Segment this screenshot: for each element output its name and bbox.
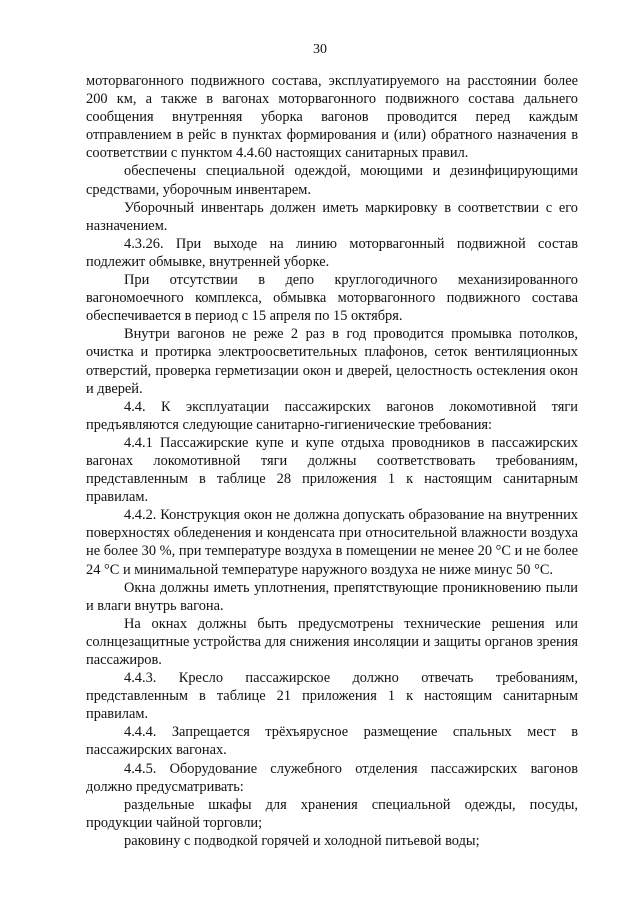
- paragraph: моторвагонного подвижного состава, эксплуатируемого на расстоянии более 200 км, а также в вагонах моторвагонного подвижного состава дальнего сообщения внутренняя уборка вагонов проводится перед каждым отправлением в рейс в пунктах формирования и (или) обратного назначения в соответствии с пунктом 4.4.60 настоящих санитарных правил.: [86, 73, 578, 162]
- paragraph: 4.4.2. Конструкция окон не должна допускать образование на внутренних поверхностях обледенения и конденсата при относительной влажности воздуха не более 30 %, при температуре воздуха в помещении не менее 20 °С и не более 24 °С и минимальной температуре наружного воздуха не ниже минус 50 °С.: [86, 507, 578, 578]
- paragraph: На окнах должны быть предусмотрены технические решения или солнцезащитные устройства для снижения инсоляции и защиты органов зрения пассажиров.: [86, 615, 578, 668]
- paragraph: 4.4.1 Пассажирские купе и купе отдыха проводников в пассажирских вагонах локомотивной тяги должны соответствовать требованиям, представленным в таблице 28 приложения 1 к настоящим санитарным правилам.: [86, 434, 578, 506]
- paragraph: раздельные шкафы для хранения специальной одежды, посуды, продукции чайной торговли;: [86, 796, 578, 831]
- paragraph: обеспечены специальной одеждой, моющими и дезинфицирующими средствами, уборочным инвентарем.: [86, 163, 578, 198]
- paragraph: Окна должны иметь уплотнения, препятствующие проникновению пыли и влаги внутрь вагона.: [86, 579, 578, 614]
- paragraph: раковину с подводкой горячей и холодной питьевой воды;: [124, 832, 480, 849]
- paragraph: Уборочный инвентарь должен иметь маркировку в соответствии с его назначением.: [86, 199, 578, 234]
- paragraph: Внутри вагонов не реже 2 раз в год проводится промывка потолков, очистка и протирка электроосветительных плафонов, сеток вентиляционных отверстий, проверка герметизации окон и дверей, целостность остекления окон и дверей.: [86, 326, 578, 397]
- paragraph: 4.4. К эксплуатации пассажирских вагонов локомотивной тяги предъявляются следующие санитарно-гигиенические требования:: [86, 398, 578, 433]
- paragraph: 4.4.4. Запрещается трёхъярусное размещение спальных мест в пассажирских вагонах.: [86, 724, 578, 759]
- paragraph: 4.3.26. При выходе на линию моторвагонный подвижной состав подлежит обмывке, внутренней уборке.: [86, 235, 578, 270]
- paragraph: 4.4.5. Оборудование служебного отделения пассажирских вагонов должно предусматривать:: [86, 760, 578, 795]
- page-number: 30: [313, 42, 327, 57]
- paragraph: При отсутствии в депо круглогодичного механизированного вагономоечного комплекса, обмывка моторвагонного подвижного состава обеспечивается в период с 15 апреля по 15 октября.: [86, 272, 578, 325]
- document-body: [86, 72, 578, 850]
- paragraph: 4.4.3. Кресло пассажирское должно отвечать требованиям, представленным в таблице 21 приложения 1 к настоящим санитарным правилам.: [86, 670, 578, 723]
